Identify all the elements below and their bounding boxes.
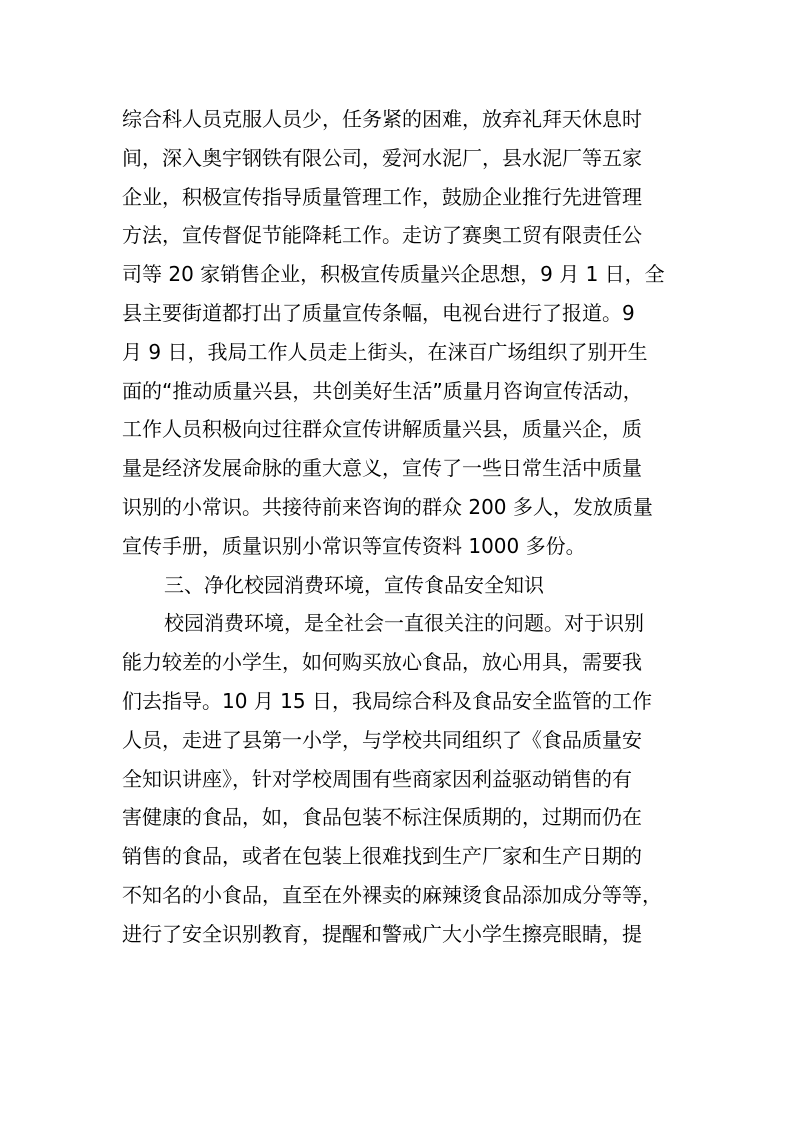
document-body: [122, 100, 682, 954]
text-line: 量是经济发展命脉的重大意义，宣传了一些日常生活中质量: [122, 456, 642, 481]
text-line: 人员，走进了县第一小学，与学校共同组织了《食品质量安: [122, 727, 642, 752]
text-line: 识别的小常识。共接待前来咨询的群众 200 多人，发放质量: [122, 494, 653, 519]
text-line: 能力较差的小学生，如何购买放心食品，放心用具，需要我: [122, 650, 642, 675]
text-line: 们去指导。10 月 15 日，我局综合科及食品安全监管的工作: [122, 688, 652, 713]
text-line: 综合科人员克服人员少，任务紧的困难，放弃礼拜天休息时: [122, 107, 642, 131]
text-line: 月 9 日，我局工作人员走上街头，在涞百广场组织了别开生: [122, 339, 648, 364]
text-line: 不知名的小食品，直至在外裸卖的麻辣烫食品添加成分等等，: [122, 882, 662, 907]
text-line: 工作人员积极向过往群众宣传讲解质量兴县，质量兴企，质: [122, 417, 642, 442]
text-line: 司等 20 家销售企业，积极宣传质量兴企思想，9 月 1 日，全: [122, 262, 665, 287]
text-line: 县主要街道都打出了质量宣传条幅，电视台进行了报道。9: [122, 300, 635, 325]
text-line: 销售的食品，或者在包装上很难找到生产厂家和生产日期的: [122, 844, 642, 869]
text-line: 企业，积极宣传指导质量管理工作，鼓励企业推行先进管理: [122, 184, 642, 209]
text-line: 宣传手册，质量识别小常识等宣传资料 1000 多份。: [122, 533, 586, 558]
text-line: 校园消费环境，是全社会一直很关注的问题。对于识别: [164, 611, 644, 636]
text-line: 间，深入奥宇钢铁有限公司，爱河水泥厂，县水泥厂等五家: [122, 145, 642, 170]
text-line: 方法，宣传督促节能降耗工作。走访了赛奥工贸有限责任公: [122, 223, 642, 248]
text-line: 进行了安全识别教育，提醒和警戒广大小学生擦亮眼睛，提: [122, 921, 642, 946]
text-line: 面的“推动质量兴县，共创美好生活”质量月咨询宣传活动，: [122, 378, 643, 403]
text-line: 全知识讲座》，针对学校周围有些商家因利益驱动销售的有: [122, 766, 632, 791]
section-heading: 三、净化校园消费环境，宣传食品安全知识: [164, 572, 544, 597]
text-line: 害健康的食品，如，食品包装不标注保质期的，过期而仍在: [122, 805, 642, 830]
